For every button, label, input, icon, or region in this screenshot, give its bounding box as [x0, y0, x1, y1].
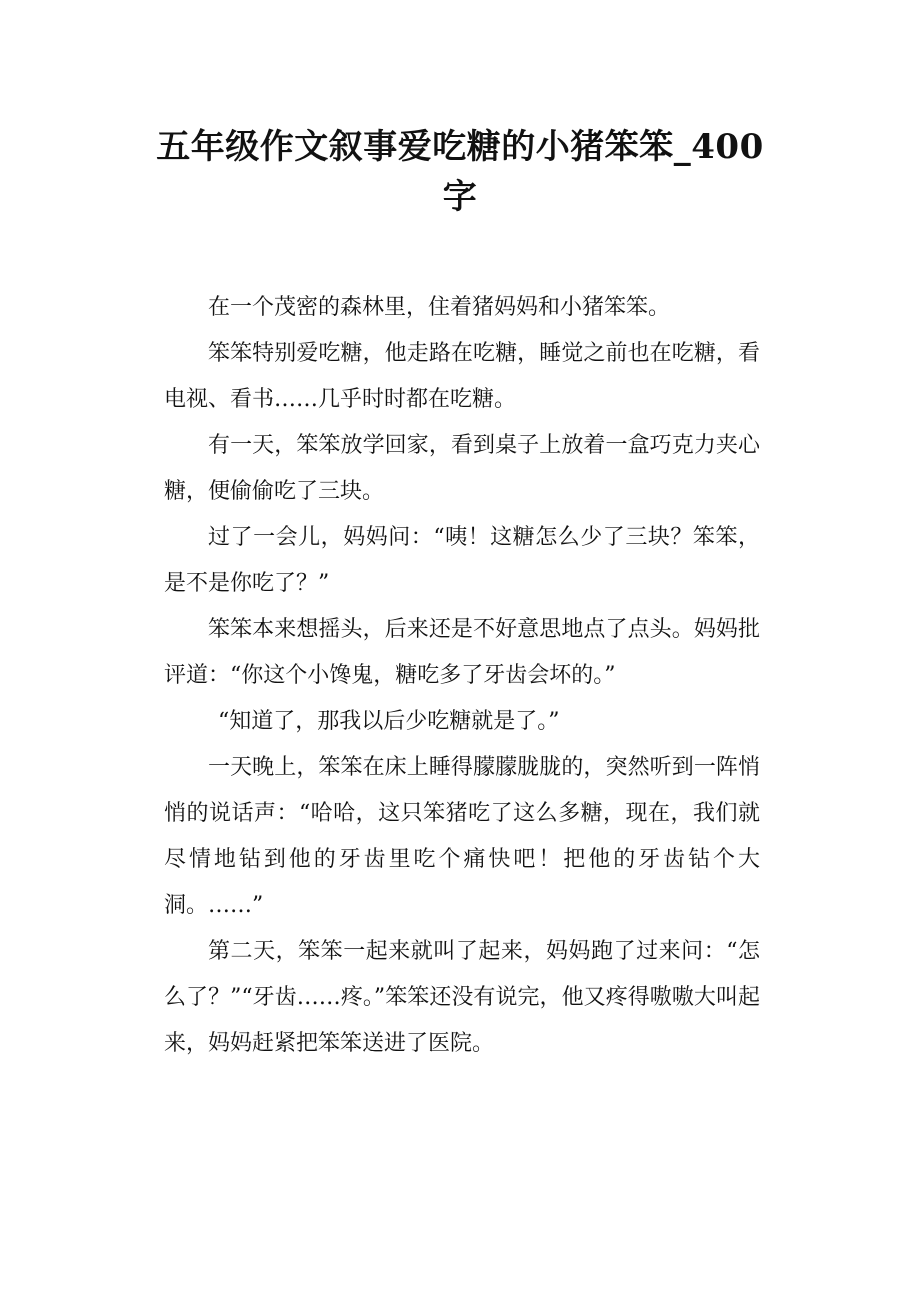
document-body	[164, 285, 760, 1067]
paragraph-6: “知道了，那我以后少吃糖就是了。”	[218, 709, 560, 734]
paragraph-4: 过了一会儿，妈妈问：“咦！这糖怎么少了三块？笨笨，是不是你吃了？”	[164, 525, 760, 596]
document-title: 五年级作文叙事爱吃糖的小猪笨笨_400字	[156, 127, 764, 217]
paragraph-3: 有一天，笨笨放学回家，看到桌子上放着一盒巧克力夹心糖，便偷偷吃了三块。	[164, 433, 760, 504]
paragraph-2: 笨笨特别爱吃糖，他走路在吃糖，睡觉之前也在吃糖，看电视、看书……几乎时时都在吃糖。	[164, 341, 760, 412]
paragraph-5: 笨笨本来想摇头，后来还是不好意思地点了点头。妈妈批评道：“你这个小馋鬼，糖吃多了牙齿会坏的。”	[164, 617, 760, 688]
paragraph-7: 一天晚上，笨笨在床上睡得朦朦胧胧的，突然听到一阵悄悄的说话声：“哈哈，这只笨猪吃了这么多糖，现在，我们就尽情地钻到他的牙齿里吃个痛快吧！把他的牙齿钻个大洞。……”	[164, 755, 760, 918]
paragraph-1: 在一个茂密的森林里，住着猪妈妈和小猪笨笨。	[208, 295, 671, 320]
paragraph-8: 第二天，笨笨一起来就叫了起来，妈妈跑了过来问：“怎么了？”“牙齿……疼。”笨笨还没有说完，他又疼得嗷嗷大叫起来，妈妈赶紧把笨笨送进了医院。	[164, 939, 760, 1056]
